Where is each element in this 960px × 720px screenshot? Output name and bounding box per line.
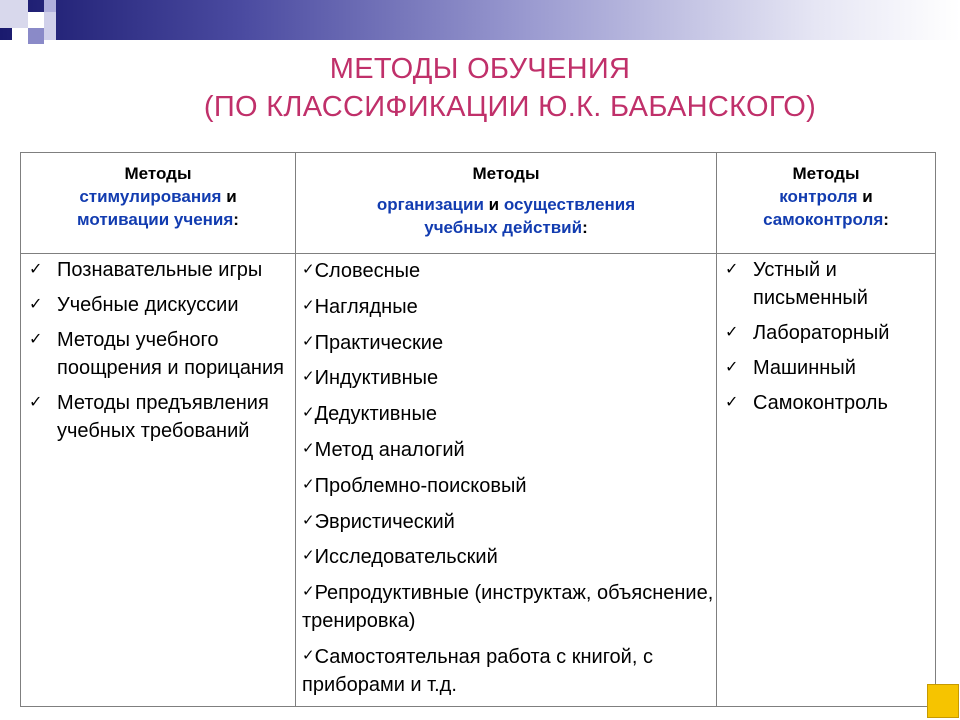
title-line-1: МЕТОДЫ ОБУЧЕНИЯ <box>329 53 631 85</box>
checkmark-icon: ✓ <box>29 331 43 348</box>
header-text: контроля <box>779 187 858 206</box>
header-control <box>717 153 936 254</box>
header-band <box>0 0 960 40</box>
corner-square <box>927 684 959 718</box>
header-text: осуществления <box>503 195 636 214</box>
checkmark-icon: ✓ <box>302 475 315 493</box>
checkmark-icon: ✓ <box>302 511 315 529</box>
list-item-text: Учебные дискуссии <box>57 294 239 316</box>
list-item <box>302 471 716 500</box>
list-item <box>717 256 935 312</box>
list-item-text: Проблемно-поисковый <box>314 474 527 497</box>
list-item <box>302 435 716 464</box>
checkmark-icon: ✓ <box>29 296 43 313</box>
header-text: мотивации учения <box>77 210 234 229</box>
header-text: организации <box>376 195 484 214</box>
checkmark-icon: ✓ <box>302 547 315 565</box>
list-item <box>302 363 716 392</box>
list-item <box>21 256 295 284</box>
list-item-text: Практические <box>314 331 444 354</box>
slide-title <box>0 50 960 126</box>
checkmark-icon: ✓ <box>302 404 315 422</box>
methods-table <box>20 152 936 707</box>
checkmark-icon: ✓ <box>29 261 43 278</box>
list-item <box>717 354 935 382</box>
list-item <box>21 326 295 382</box>
header-organization <box>296 153 717 254</box>
list-item-text: Самоконтроль <box>753 392 888 414</box>
list-item-text: Методы учебного поощрения и порицания <box>57 329 284 379</box>
list-item-text: Наглядные <box>314 295 418 318</box>
list-item-text: Методы предъявления учебных требований <box>57 392 269 442</box>
header-text: Методы <box>792 164 860 183</box>
column-control <box>717 254 936 707</box>
list-item-text: Индуктивные <box>314 367 439 390</box>
decor-square <box>28 12 44 28</box>
column-stimulation <box>21 254 296 707</box>
decor-square <box>12 28 28 44</box>
list-item <box>302 328 716 357</box>
list-item-text: Самостоятельная работа с книгой, с приборами и т.д. <box>302 645 653 696</box>
decor-square <box>28 28 44 44</box>
header-text: стимулирования <box>79 187 222 206</box>
header-text: учебных действий <box>424 218 583 237</box>
list-item-text: Словесные <box>314 260 421 282</box>
checkmark-icon: ✓ <box>302 583 315 601</box>
list-item <box>302 292 716 321</box>
column-organization <box>296 254 717 707</box>
list-item <box>21 291 295 319</box>
list-item <box>21 389 295 445</box>
list-item-text: Метод аналогий <box>314 438 465 461</box>
table-body-row <box>21 254 936 707</box>
list-item <box>302 256 716 285</box>
list-control <box>717 254 935 417</box>
checkmark-icon: ✓ <box>302 439 315 457</box>
list-item <box>302 507 716 536</box>
header-text: Методы <box>124 164 192 183</box>
checkmark-icon: ✓ <box>302 646 315 664</box>
decor-square <box>44 12 56 40</box>
header-text: Методы <box>472 164 540 183</box>
header-text: и <box>221 187 237 206</box>
list-item-text: Устный и письменный <box>753 259 868 309</box>
checkmark-icon: ✓ <box>302 332 315 350</box>
header-text: и <box>857 187 873 206</box>
list-item <box>717 389 935 417</box>
list-stimulation <box>21 254 295 445</box>
list-item <box>302 542 716 571</box>
list-item-text: Эвристический <box>314 510 455 533</box>
checkmark-icon: ✓ <box>725 324 739 341</box>
list-item <box>302 578 716 635</box>
title-line-2: (ПО КЛАССИФИКАЦИИ Ю.К. БАБАНСКОГО) <box>203 91 817 123</box>
header-text: самоконтроля <box>763 210 884 229</box>
list-organization <box>296 254 716 699</box>
list-item <box>302 399 716 428</box>
list-item-text: Лабораторный <box>753 322 890 344</box>
checkmark-icon: ✓ <box>725 261 739 278</box>
list-item-text: Дедуктивные <box>314 403 437 426</box>
header-text: и <box>483 195 504 214</box>
list-item-text: Исследовательский <box>314 546 498 569</box>
list-item-text: Машинный <box>753 357 856 379</box>
checkmark-icon: ✓ <box>29 394 43 411</box>
list-item-text: Репродуктивные (инструктаж, объяснение, тренировка) <box>302 582 714 633</box>
header-text: : <box>883 210 889 229</box>
header-text: : <box>582 218 588 237</box>
decor-square <box>0 0 28 28</box>
header-text: : <box>233 210 239 229</box>
header-stimulation <box>21 153 296 254</box>
checkmark-icon: ✓ <box>725 359 739 376</box>
table-header-row <box>21 153 936 254</box>
checkmark-icon: ✓ <box>302 261 315 278</box>
checkmark-icon: ✓ <box>302 368 315 386</box>
list-item <box>302 642 716 699</box>
decor-square <box>44 0 56 12</box>
list-item <box>717 319 935 347</box>
checkmark-icon: ✓ <box>725 394 739 411</box>
checkmark-icon: ✓ <box>302 296 315 314</box>
list-item-text: Познавательные игры <box>57 259 263 281</box>
